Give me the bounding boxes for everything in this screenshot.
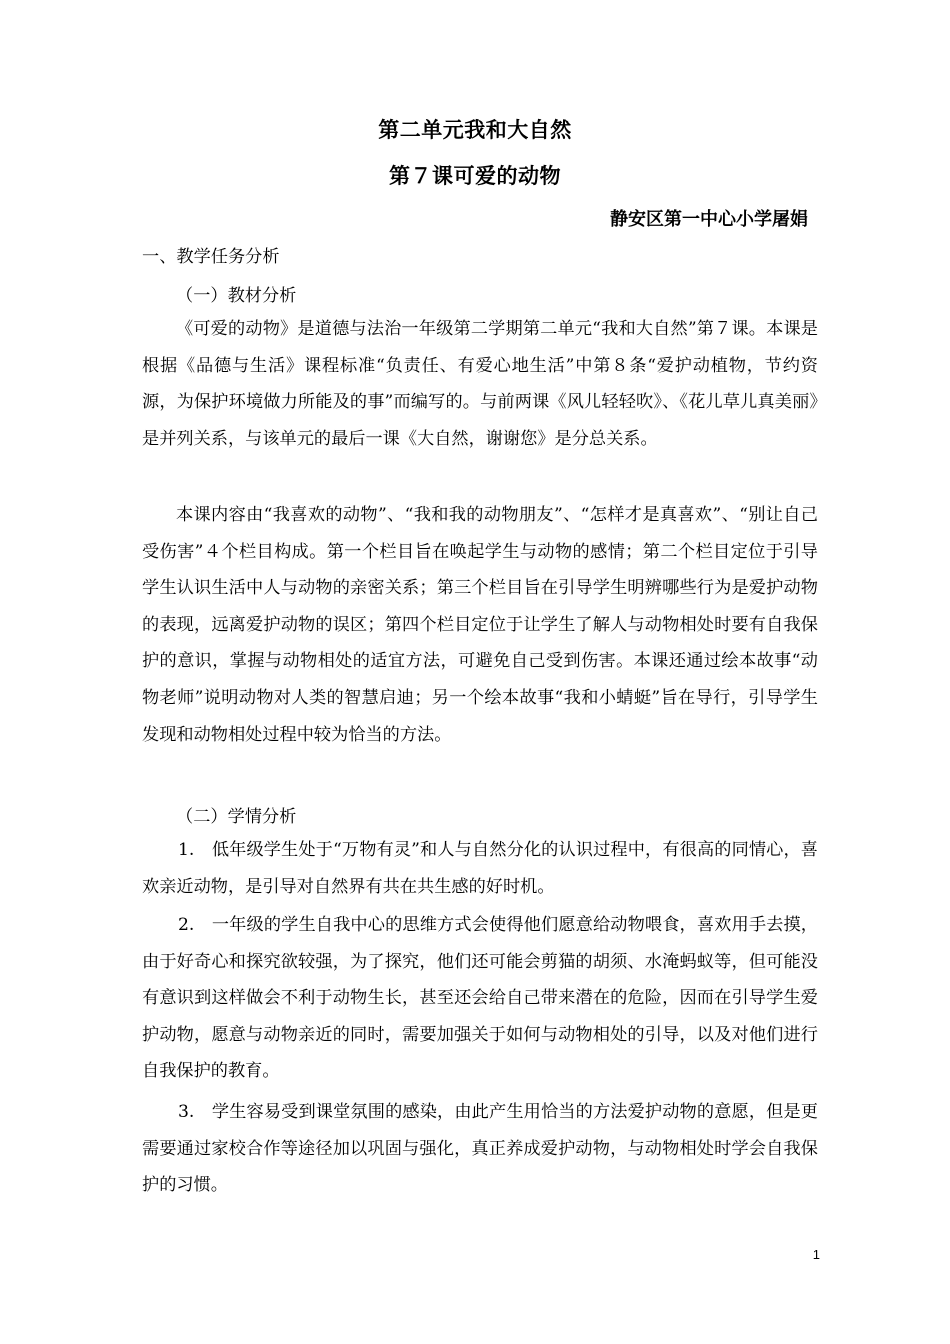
author-line: 静安区第一中心小学屠娟: [610, 209, 808, 230]
learner-analysis-item-3: 3. 学生容易受到课堂氛围的感染，由此产生用恰当的方法爱护动物的意愿，但是更需要通过家校合作等途径加以巩固与强化，真正养成爱护动物，与动物相处时学会自我保护的习惯。: [142, 1102, 818, 1196]
learner-analysis-item-1: 1. 低年级学生处于“万物有灵”和人与自然分化的认识过程中，有很高的同情心，喜欢亲近动物，是引导对自然界有共在共生感的好时机。: [142, 840, 818, 897]
learner-analysis-item-2: 2. 一年级的学生自我中心的思维方式会使得他们愿意给动物喂食，喜欢用手去摸，由于好奇心和探究欲较强，为了探究，他们还可能会剪猫的胡须、水淹蚂蚁等，但可能没有意识到这样做会不利于动物生长，甚至还会给自己带来潜在的危险，因而在引导学生爱护动物，愿意与动物亲近的同时，需要加强关于如何与动物相处的引导，以及对他们进行自我保护的教育。: [142, 915, 818, 1082]
paragraph-textbook-analysis-2: 本课内容由“我喜欢的动物”、“我和我的动物朋友”、“怎样才是真喜欢”、“别让自己受伤害”４个栏目构成。第一个栏目旨在唤起学生与动物的感情；第二个栏目定位于引导学生认识生活中人与动物的亲密关系；第三个栏目旨在引导学生明辨哪些行为是爱护动物的表现，远离爱护动物的误区；第四个栏目定位于让学生了解人与动物相处时要有自我保护的意识，掌握与动物相处的适宜方法，可避免自己受到伤害。本课还通过绘本故事“动物老师”说明动物对人类的智慧启迪；另一个绘本故事“我和小蜻蜓”旨在导行，引导学生发现和动物相处过程中较为恰当的方法。: [142, 505, 818, 745]
page-number: 1: [812, 1247, 820, 1262]
lesson-title: 第７课可爱的动物: [389, 164, 561, 188]
paragraph-textbook-analysis-1: 《可爱的动物》是道德与法治一年级第二学期第二单元“我和大自然”第７课。本课是根据《品德与生活》课程标准“负责任、有爱心地生活”中第８条“爱护动植物，节约资源，为保护环境做力所能及的事”而编写的。与前两课《风儿轻轻吹》、《花儿草儿真美丽》是并列关系，与该单元的最后一课《大自然，谢谢您》是分总关系。: [142, 319, 818, 449]
unit-title: 第二单元我和大自然: [378, 118, 572, 142]
section-heading-teaching-task-analysis: 一、教学任务分析: [142, 247, 280, 267]
subsection-heading-textbook-analysis: （一）教材分析: [176, 286, 297, 306]
subsection-heading-learner-analysis: （二）学情分析: [176, 807, 297, 827]
